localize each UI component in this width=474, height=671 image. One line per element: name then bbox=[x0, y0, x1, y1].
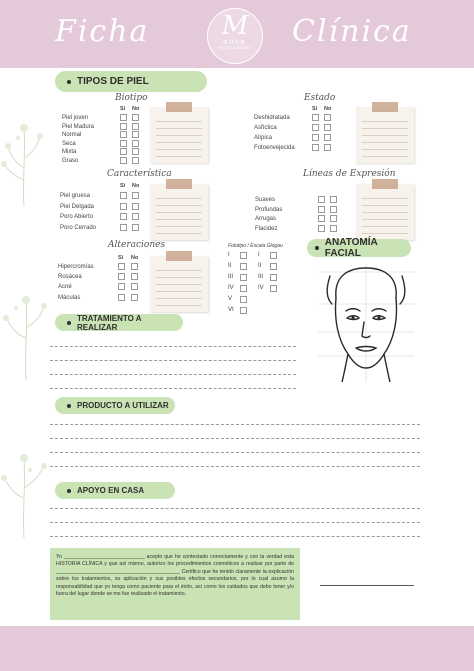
note-card-estado bbox=[356, 107, 414, 163]
note-line bbox=[156, 270, 202, 271]
bullet-icon bbox=[67, 404, 71, 408]
logo bbox=[207, 8, 263, 64]
note-line bbox=[156, 284, 202, 285]
note-line bbox=[362, 149, 408, 150]
note-line bbox=[156, 226, 202, 227]
fototipo-left-label: V bbox=[228, 296, 233, 302]
estado-item-label: Alípica bbox=[254, 135, 273, 141]
col-si: Sí bbox=[120, 106, 126, 112]
alteraciones-si-checkbox[interactable] bbox=[118, 273, 125, 280]
fototipo-right-checkbox[interactable] bbox=[270, 285, 277, 292]
biotipo-no-checkbox[interactable] bbox=[132, 148, 139, 155]
note-card-lineas bbox=[356, 184, 414, 240]
note-line bbox=[156, 212, 202, 213]
estado-item-label: Deshidratada bbox=[254, 115, 290, 121]
note-line bbox=[156, 277, 202, 278]
fototipo-left-checkbox[interactable] bbox=[240, 252, 247, 259]
note-line bbox=[156, 149, 202, 150]
caracteristica-item-label: Piel gruesa bbox=[60, 193, 91, 199]
lineas-no-checkbox[interactable] bbox=[330, 215, 337, 222]
biotipo-no-checkbox[interactable] bbox=[132, 157, 139, 164]
note-line bbox=[156, 142, 202, 143]
note-line bbox=[362, 212, 408, 213]
lineas-no-checkbox[interactable] bbox=[330, 206, 337, 213]
fototipo-right-label: I bbox=[258, 252, 260, 258]
bullet-icon bbox=[315, 246, 319, 250]
section-producto: PRODUCTO A UTILIZAR bbox=[55, 397, 175, 414]
estado-si-checkbox[interactable] bbox=[312, 134, 319, 141]
face-diagram bbox=[318, 264, 414, 382]
biotipo-no-checkbox[interactable] bbox=[132, 114, 139, 121]
flower-sprig-icon bbox=[0, 292, 50, 382]
note-line bbox=[156, 233, 202, 234]
fototipo-right-checkbox[interactable] bbox=[270, 263, 277, 270]
note-line bbox=[156, 305, 202, 306]
estado-no-checkbox[interactable] bbox=[324, 144, 331, 151]
biotipo-item-label: Normal bbox=[62, 132, 82, 139]
caracteristica-title: Característica bbox=[107, 169, 172, 179]
fototipo-right-label: III bbox=[258, 274, 264, 280]
alteraciones-no-checkbox[interactable] bbox=[131, 283, 138, 290]
biotipo-title: Biotipo bbox=[115, 93, 148, 103]
estado-no-checkbox[interactable] bbox=[324, 134, 331, 141]
alteraciones-si-checkbox[interactable] bbox=[118, 283, 125, 290]
write-line[interactable] bbox=[50, 466, 420, 467]
logo-tag: ESTETICA BEAUTY bbox=[219, 46, 251, 50]
lineas-no-checkbox[interactable] bbox=[330, 225, 337, 232]
fototipo-left-label: IV bbox=[228, 285, 234, 291]
note-line bbox=[156, 135, 202, 136]
fototipo-left-checkbox[interactable] bbox=[240, 307, 247, 314]
note-line bbox=[156, 121, 202, 122]
caracteristica-no-checkbox[interactable] bbox=[132, 213, 139, 220]
fototipo-right-label: IV bbox=[258, 285, 264, 291]
note-line bbox=[362, 156, 408, 157]
note-line bbox=[156, 128, 202, 129]
note-line bbox=[156, 198, 202, 199]
logo-sub: auve bbox=[223, 39, 247, 46]
lineas-item-label: Flacidez bbox=[255, 225, 278, 232]
lineas-no-checkbox[interactable] bbox=[330, 196, 337, 203]
lineas-si-checkbox[interactable] bbox=[318, 215, 325, 222]
lineas-item-label: Profundas bbox=[255, 206, 283, 213]
alteraciones-item-label: Acné bbox=[58, 284, 72, 291]
footer-band bbox=[0, 626, 474, 671]
fototipo-left-label: II bbox=[228, 263, 232, 269]
lineas-si-checkbox[interactable] bbox=[318, 225, 325, 232]
note-line bbox=[362, 226, 408, 227]
write-line[interactable] bbox=[50, 346, 296, 347]
write-line[interactable] bbox=[50, 388, 296, 389]
biotipo-item-label: Piel joven bbox=[62, 115, 89, 121]
lineas-item-label: Suaves bbox=[255, 197, 276, 203]
estado-item-label: Asfíctica bbox=[254, 125, 277, 131]
write-line[interactable] bbox=[50, 536, 420, 537]
write-line[interactable] bbox=[50, 522, 420, 523]
note-line bbox=[362, 142, 408, 143]
biotipo-no-checkbox[interactable] bbox=[132, 140, 139, 147]
logo-letter: M bbox=[221, 11, 249, 41]
col-no: No bbox=[132, 183, 140, 189]
caracteristica-no-checkbox[interactable] bbox=[132, 192, 139, 199]
alteraciones-si-checkbox[interactable] bbox=[118, 263, 125, 270]
biotipo-item-label: Seca bbox=[62, 140, 76, 147]
note-line bbox=[156, 291, 202, 292]
estado-no-checkbox[interactable] bbox=[324, 114, 331, 121]
lineas-item-label: Arrugas bbox=[255, 216, 277, 222]
col-si: Sí bbox=[118, 255, 124, 261]
biotipo-no-checkbox[interactable] bbox=[132, 123, 139, 130]
consent-text: Yo ____________________________ acepto que he contestado correctamente y con la verdad esta HISTORIA CLÍNICA y que así mismo, autorizo los procedimientos cosméticos a realizar por parte de ___________________________________________ Certifico que he tenido claramente la explicación sobre los tratamientos, su aplicación y sus posibles efectos secundarios, por lo cual asumo la responsabilidad que yo tenga como paciente para el éxito, así como los cuidados que debo tener y/o fuera del lugar donde se me fue realizado el tratamiento. bbox=[50, 548, 300, 620]
caracteristica-item-label: Poro Abierto bbox=[60, 214, 94, 220]
estado-no-checkbox[interactable] bbox=[324, 124, 331, 131]
fototipo-left-label: I bbox=[228, 252, 230, 258]
section-tratamiento: TRATAMIENTO A REALIZAR bbox=[55, 314, 183, 331]
note-line bbox=[362, 198, 408, 199]
col-no: No bbox=[132, 106, 140, 112]
note-line bbox=[156, 298, 202, 299]
biotipo-si-checkbox[interactable] bbox=[120, 148, 127, 155]
caracteristica-si-checkbox[interactable] bbox=[120, 192, 127, 199]
col-si: Sí bbox=[120, 183, 126, 189]
biotipo-item-label: Graso bbox=[62, 158, 79, 164]
section-anatomia-facial: ANATOMÍA FACIAL bbox=[307, 239, 411, 257]
note-line bbox=[362, 205, 408, 206]
lineas-si-checkbox[interactable] bbox=[318, 206, 325, 213]
estado-si-checkbox[interactable] bbox=[312, 114, 319, 121]
section-tipos-de-piel: TIPOS DE PIEL bbox=[55, 71, 207, 92]
alteraciones-no-checkbox[interactable] bbox=[131, 273, 138, 280]
caracteristica-item-label: Piel Delgada bbox=[60, 203, 95, 210]
fototipo-left-checkbox[interactable] bbox=[240, 263, 247, 270]
write-line[interactable] bbox=[50, 452, 420, 453]
fototipo-title: Fototipo / Escala Glogau bbox=[228, 243, 283, 249]
write-line[interactable] bbox=[50, 508, 420, 509]
note-line bbox=[362, 128, 408, 129]
col-no: No bbox=[324, 106, 332, 112]
title-ficha: Ficha bbox=[55, 14, 150, 49]
bullet-icon bbox=[67, 489, 71, 493]
write-line[interactable] bbox=[50, 424, 420, 425]
biotipo-item-label: Mixta bbox=[62, 149, 77, 156]
signature-line[interactable] bbox=[320, 585, 414, 586]
biotipo-no-checkbox[interactable] bbox=[132, 131, 139, 138]
section-apoyo: APOYO EN CASA bbox=[55, 482, 175, 499]
col-si: Sí bbox=[312, 106, 318, 112]
alteraciones-no-checkbox[interactable] bbox=[131, 294, 138, 301]
lineas-title: Líneas de Expresión bbox=[303, 169, 396, 179]
fototipo-left-checkbox[interactable] bbox=[240, 296, 247, 303]
caracteristica-si-checkbox[interactable] bbox=[120, 224, 127, 231]
fototipo-left-checkbox[interactable] bbox=[240, 285, 247, 292]
alteraciones-item-label: Hipercromías bbox=[58, 264, 94, 270]
estado-si-checkbox[interactable] bbox=[312, 124, 319, 131]
write-line[interactable] bbox=[50, 438, 420, 439]
note-line bbox=[362, 121, 408, 122]
title-clinica: Clínica bbox=[292, 14, 412, 49]
note-line bbox=[156, 205, 202, 206]
note-line bbox=[156, 219, 202, 220]
biotipo-si-checkbox[interactable] bbox=[120, 157, 127, 164]
note-card-biotipo bbox=[150, 107, 208, 163]
fototipo-left-checkbox[interactable] bbox=[240, 274, 247, 281]
biotipo-si-checkbox[interactable] bbox=[120, 140, 127, 147]
flower-sprig-icon bbox=[0, 450, 50, 540]
bullet-icon bbox=[67, 321, 71, 325]
lineas-si-checkbox[interactable] bbox=[318, 196, 325, 203]
estado-title: Estado bbox=[304, 93, 336, 103]
fototipo-left-label: III bbox=[228, 274, 234, 280]
alteraciones-si-checkbox[interactable] bbox=[118, 294, 125, 301]
write-line[interactable] bbox=[50, 374, 296, 375]
note-line bbox=[156, 156, 202, 157]
caracteristica-no-checkbox[interactable] bbox=[132, 224, 139, 231]
flower-sprig-icon bbox=[0, 118, 48, 208]
note-card-caracteristica bbox=[150, 184, 208, 240]
estado-item-label: Fotoenvejecida bbox=[254, 145, 295, 151]
biotipo-si-checkbox[interactable] bbox=[120, 114, 127, 121]
estado-si-checkbox[interactable] bbox=[312, 144, 319, 151]
note-card-alteraciones bbox=[150, 256, 208, 312]
biotipo-item-label: Piel Madura bbox=[62, 123, 95, 130]
caracteristica-item-label: Poro Cerrado bbox=[60, 224, 97, 231]
alteraciones-item-label: Rosácea bbox=[58, 274, 82, 281]
caracteristica-no-checkbox[interactable] bbox=[132, 203, 139, 210]
biotipo-si-checkbox[interactable] bbox=[120, 123, 127, 130]
col-no: No bbox=[131, 255, 139, 261]
bullet-icon bbox=[67, 80, 71, 84]
note-line bbox=[362, 135, 408, 136]
fototipo-right-checkbox[interactable] bbox=[270, 252, 277, 259]
fototipo-left-label: VI bbox=[228, 307, 234, 313]
alteraciones-item-label: Máculas bbox=[58, 294, 81, 301]
note-line bbox=[362, 219, 408, 220]
fototipo-right-label: II bbox=[258, 263, 262, 269]
note-line bbox=[362, 233, 408, 234]
caracteristica-si-checkbox[interactable] bbox=[120, 213, 127, 220]
biotipo-si-checkbox[interactable] bbox=[120, 131, 127, 138]
write-line[interactable] bbox=[50, 360, 296, 361]
fototipo-right-checkbox[interactable] bbox=[270, 274, 277, 281]
alteraciones-title: Alteraciones bbox=[108, 240, 166, 250]
caracteristica-si-checkbox[interactable] bbox=[120, 203, 127, 210]
alteraciones-no-checkbox[interactable] bbox=[131, 263, 138, 270]
